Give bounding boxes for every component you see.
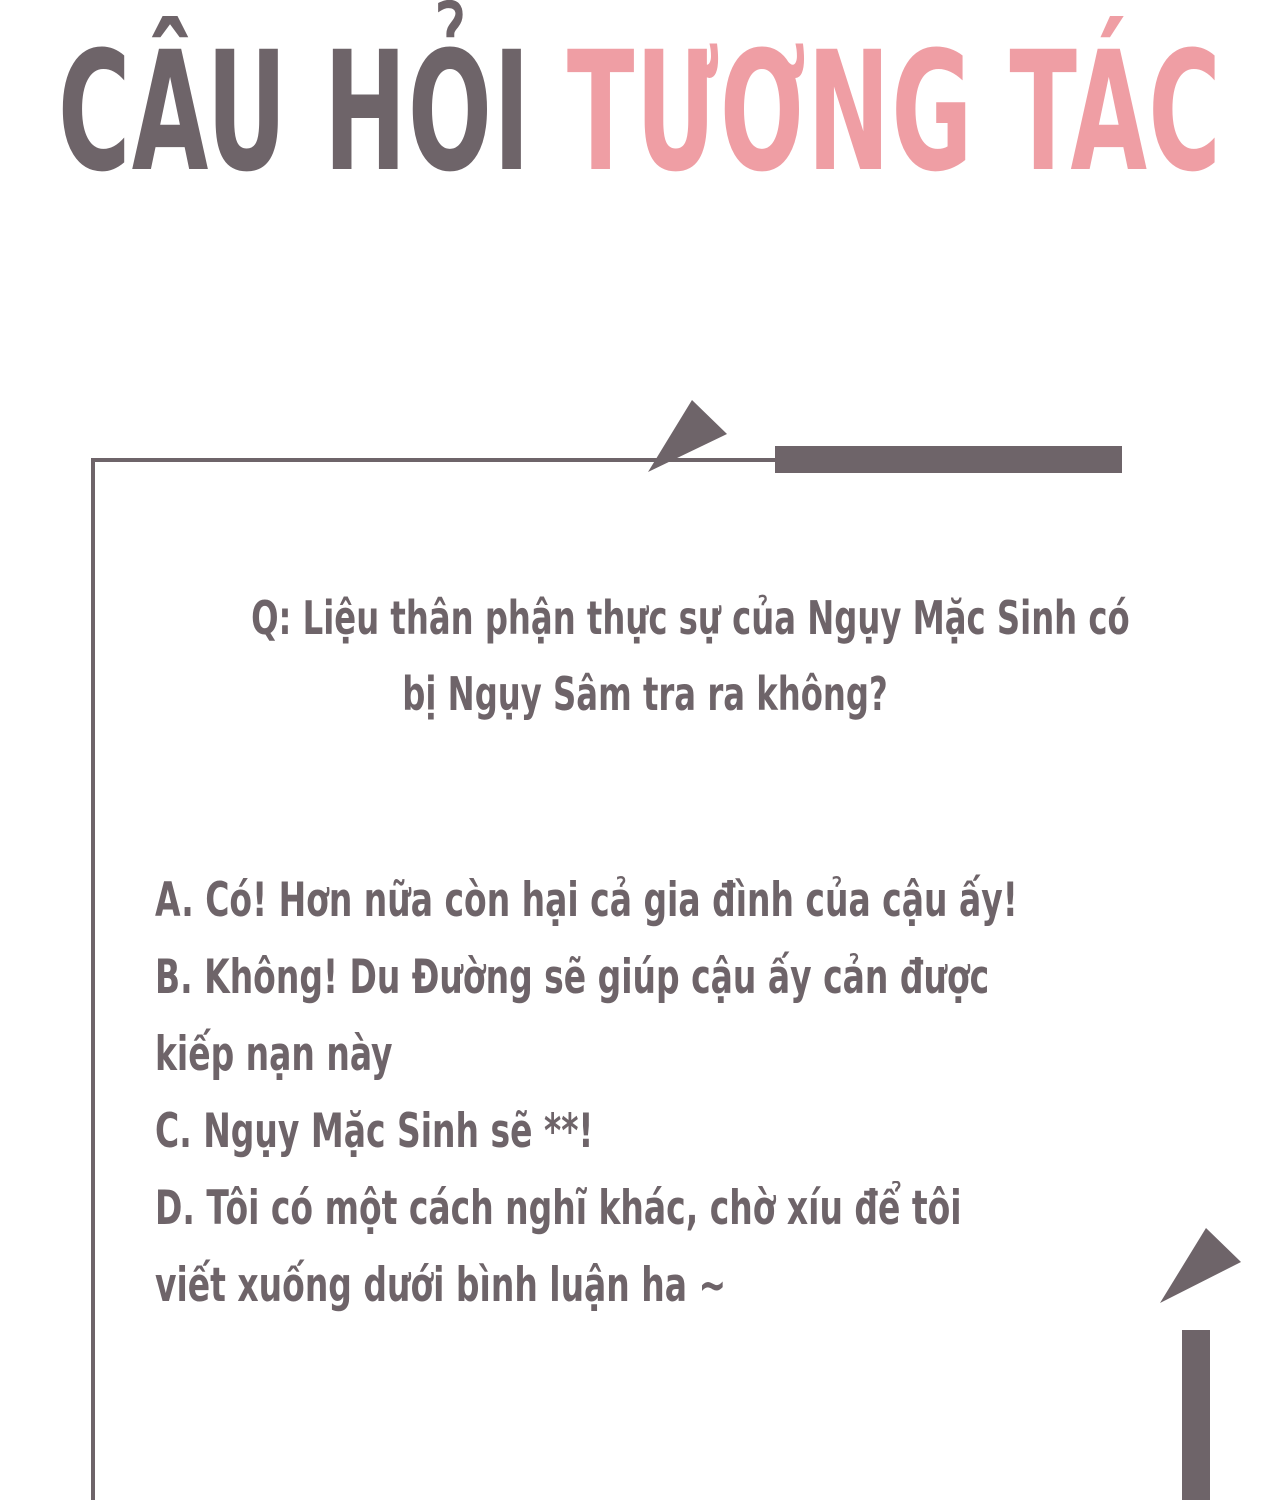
answer-a: A. Có! Hơn nữa còn hại cả gia đình của cậu ấy!: [155, 873, 1018, 928]
question-line-1: Q: Liệu thân phận thực sự của Ngụy Mặc Sinh có: [251, 591, 1130, 645]
right-triangle-icon: [1160, 1228, 1241, 1303]
answer-b: B. Không! Du Đường sẽ giúp cậu ấy cản được: [155, 950, 990, 1005]
answer-c: C. Ngụy Mặc Sinh sẽ **!: [155, 1104, 594, 1159]
title-part-1: CÂU HỎI: [57, 16, 532, 208]
frame-top-thick-bar: [775, 446, 1122, 473]
title-part-2: TƯƠNG TÁC: [566, 16, 1223, 208]
answer-b-continued: kiếp nạn này: [155, 1027, 393, 1082]
answer-list: [155, 862, 1155, 1324]
frame-right-thick-bar: [1182, 1330, 1210, 1500]
question-line-2: bị Ngụy Sâm tra ra không?: [402, 667, 888, 721]
question-text: [140, 580, 1150, 732]
answer-d: D. Tôi có một cách nghĩ khác, chờ xíu để tôi: [155, 1181, 962, 1236]
answer-d-continued: viết xuống dưới bình luận ha ~: [155, 1258, 727, 1313]
